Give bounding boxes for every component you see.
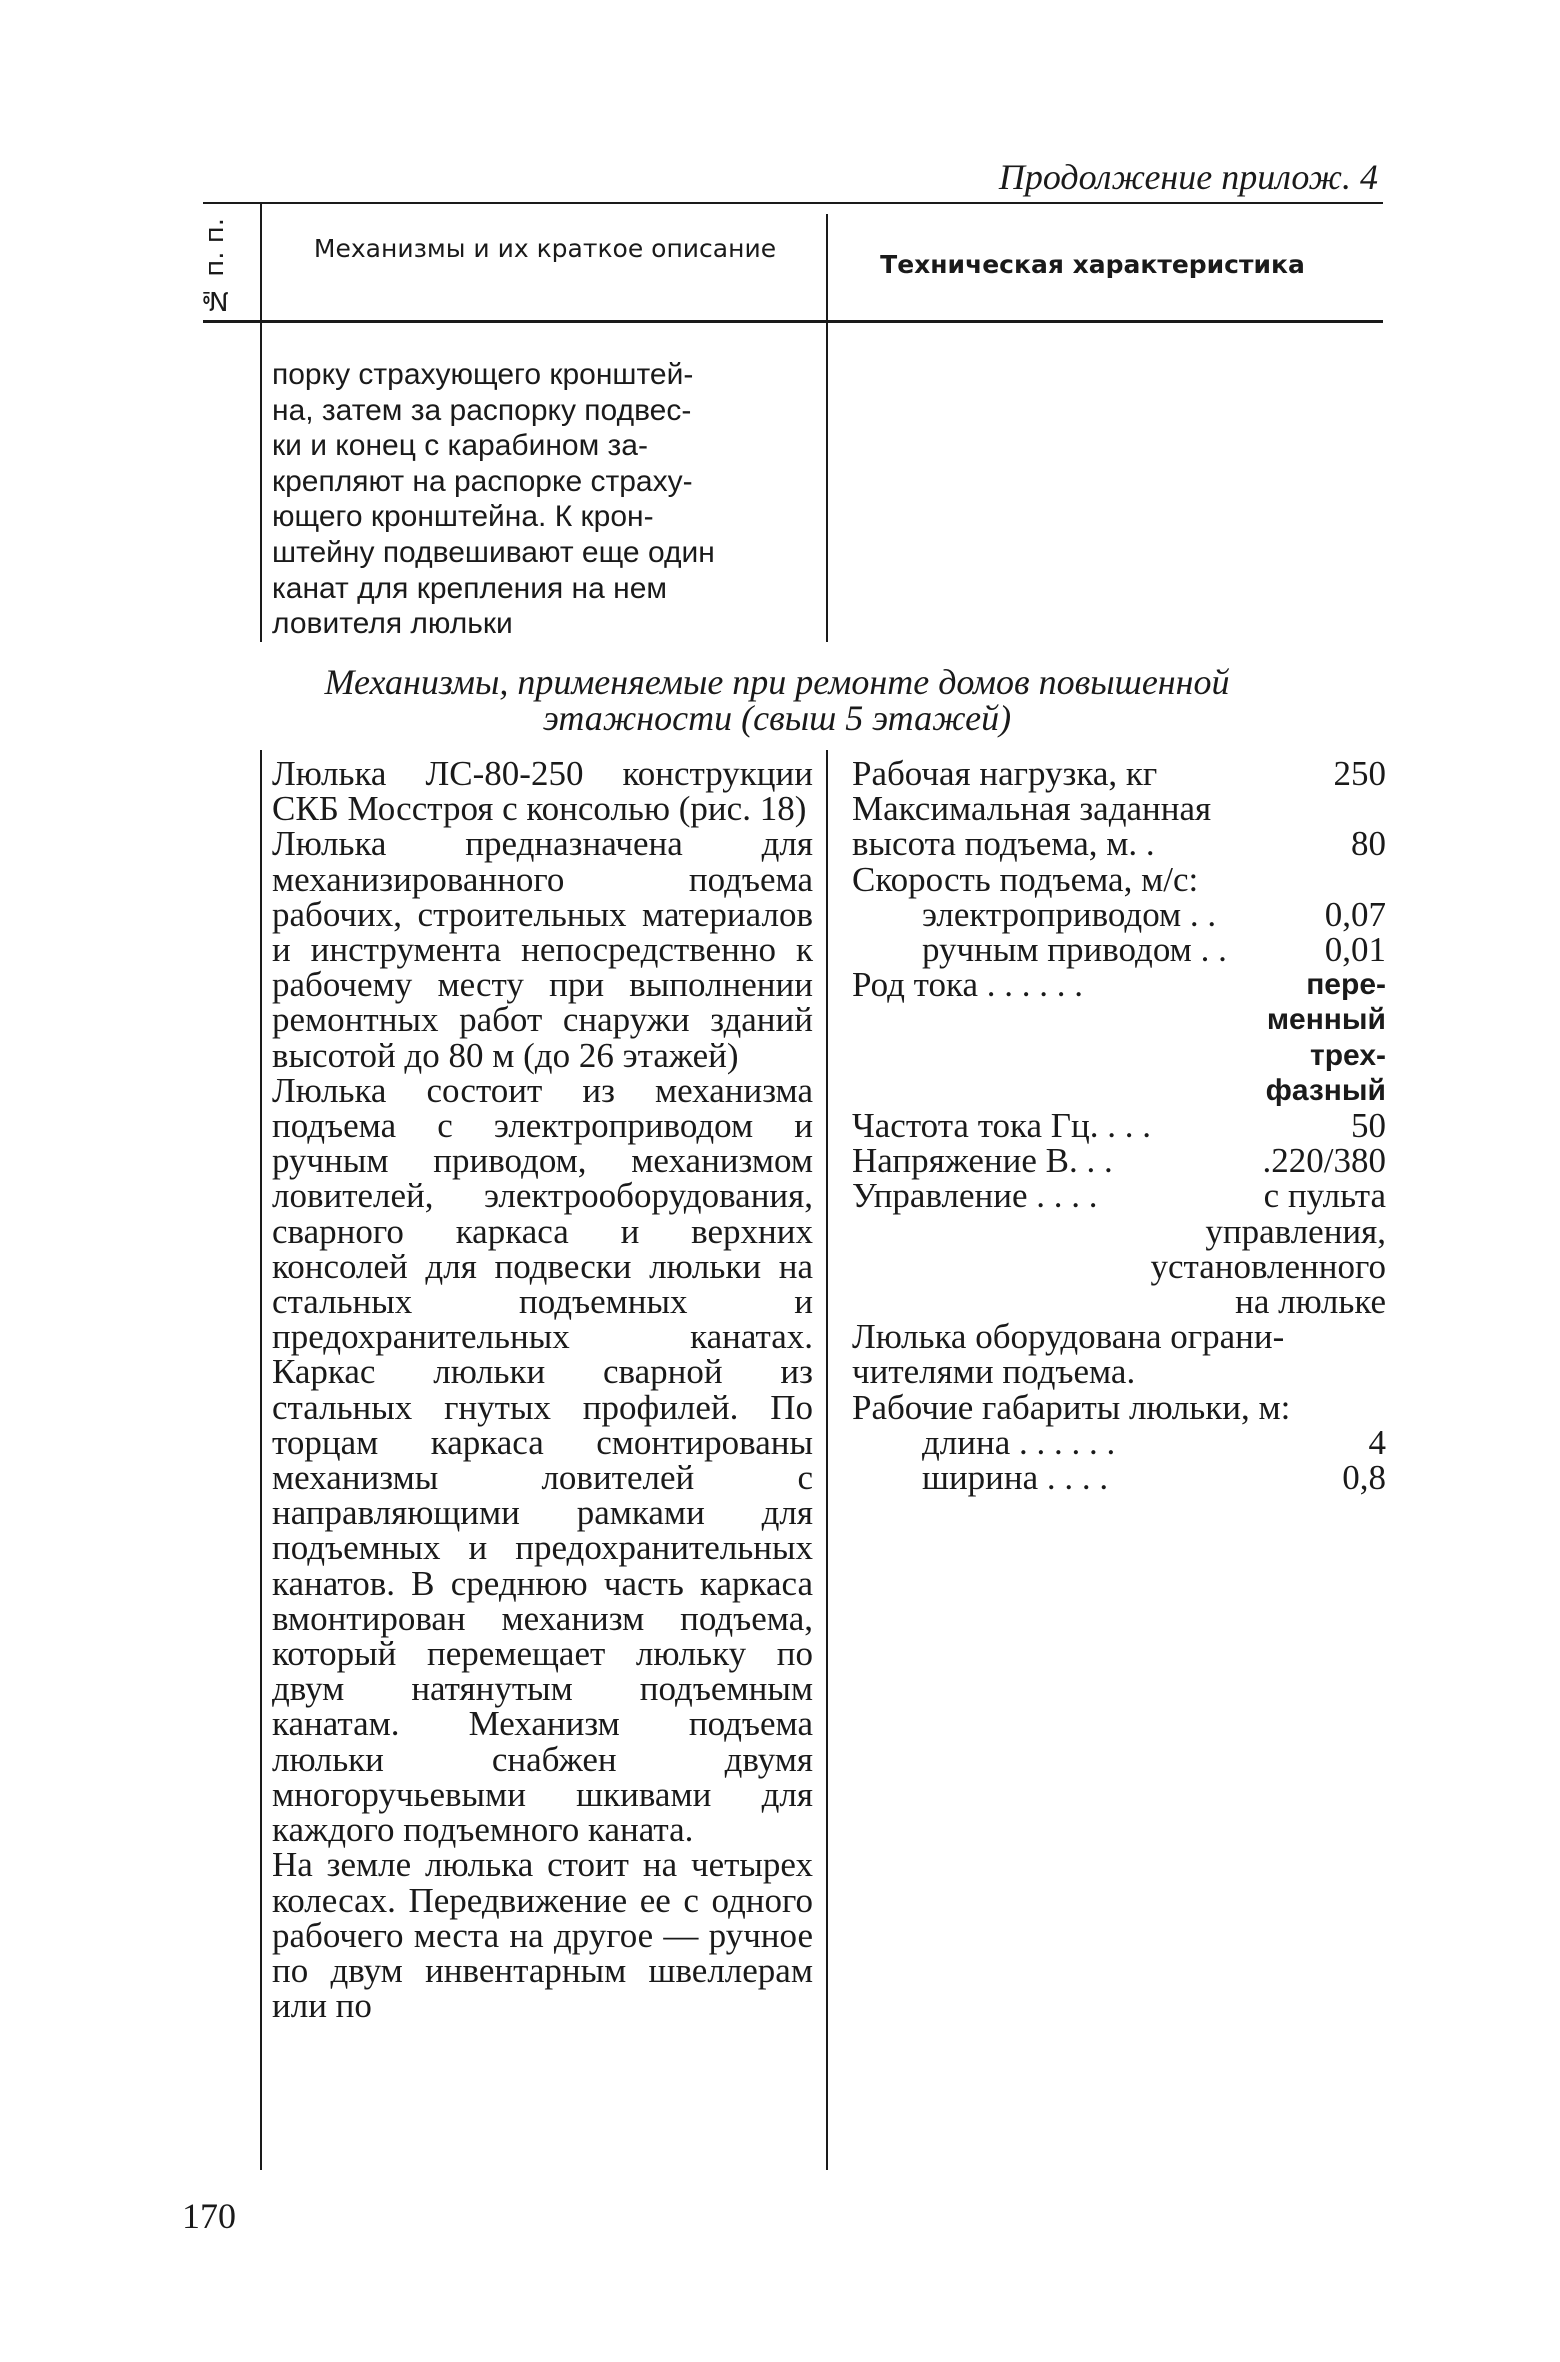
spec-limiters: Люлька оборудована ограни- [852, 1317, 1285, 1357]
spec-label: Напряжение В. . . [852, 1141, 1113, 1181]
description-paragraph: На земле люлька стоит на четырех колесах. Передвижение ее с одного рабочего места на другое — ручное по двум инвентарным швеллерам или по [272, 1845, 813, 2026]
description-paragraph: Люлька состоит из механизма подъема с электроприводом и ручным приводом, механизмом ловителей, электрооборудования, сварного каркаса и верхних консолей для подвески люльки на стальных подъемных и предохранительных канатах. Каркас люльки сварной из стальных гнутых профилей. По торцам каркаса смонтированы механизмы ловителей с направляющими рамками для подъемных и предохранительных канатов. В среднюю часть каркаса вмонтирован механизм подъема, который перемещает люльку по двум натянутым подъемным канатам. Механизм подъема люльки снабжен двумя многоручьевыми шкивами для каждого подъемного каната. [272, 1070, 813, 1850]
running-head: Продолжение прилож. 4 [998, 157, 1378, 197]
spec-value: 50 [1351, 1106, 1386, 1146]
section-title-line-2: этажности (свыш 5 этажей) [542, 698, 1012, 738]
spec-voltage [852, 1141, 1386, 1181]
column-divider-2 [826, 214, 828, 642]
column-divider-1-lower [260, 750, 262, 2170]
text-line: штейну подвешивают еще один [272, 535, 715, 569]
text-line: ловителя люльки [272, 607, 513, 641]
spec-value: пере- [1306, 968, 1386, 1002]
header-characteristics: Техническая характеристика [880, 250, 1305, 279]
spec-frequency [852, 1106, 1386, 1146]
spec-height [852, 824, 1386, 864]
spec-width [852, 1458, 1386, 1498]
spec-label: ширина . . . . [922, 1458, 1109, 1498]
spec-value: 0,8 [1342, 1458, 1386, 1498]
spec-control [852, 1176, 1386, 1216]
spec-value: менный [1266, 1003, 1386, 1037]
text-line: крепляют на распорке страху- [272, 464, 693, 498]
mechanism-description [272, 754, 813, 2026]
continued-text [272, 357, 809, 642]
text-line: канат для крепления на нем [272, 571, 668, 605]
spec-label: высота подъема, м. . [852, 824, 1155, 864]
column-divider-1 [260, 202, 262, 642]
spec-label: Управление . . . . [852, 1176, 1098, 1216]
spec-label: Частота тока Гц. . . . [852, 1106, 1152, 1146]
spec-length [852, 1422, 1386, 1462]
spec-label: длина . . . . . . [922, 1422, 1116, 1462]
spec-limiters: чителями подъема. [852, 1352, 1136, 1392]
spec-label: ручным приводом . . [922, 930, 1227, 970]
spec-value: на люльке [1235, 1282, 1386, 1322]
spec-value: .220/380 [1262, 1141, 1386, 1181]
description-paragraph: Люлька ЛС-80-250 конструкции СКБ Мосстроя с консолью (рис. 18) [272, 754, 813, 829]
spec-value: с пульта [1263, 1176, 1386, 1216]
spec-value: 0,01 [1324, 930, 1386, 970]
header-mechanisms: Механизмы и их краткое описание [313, 234, 777, 263]
spec-dimensions-label: Рабочие габариты люльки, м: [852, 1387, 1291, 1427]
spec-value: 80 [1351, 824, 1386, 864]
column-divider-2-lower [826, 750, 828, 2170]
text-line: ки и конец с карабином за- [272, 429, 648, 463]
spec-speed-manual [852, 930, 1386, 970]
spec-label: Максимальная заданная [852, 789, 1212, 829]
table-top-rule [203, 202, 1383, 204]
header-number: № п. п. [200, 217, 230, 315]
spec-value: управления, [1205, 1211, 1386, 1251]
spec-label: Рабочая нагрузка, кг [852, 754, 1158, 793]
spec-value: 250 [1333, 754, 1386, 793]
technical-specs [852, 754, 1386, 1498]
spec-label: Род тока . . . . . . [852, 965, 1083, 1005]
spec-value: 4 [1368, 1422, 1386, 1462]
spec-label: электроприводом . . [922, 894, 1217, 934]
description-paragraph: Люлька предназначена для механизированного подъема рабочих, строительных материалов и инструмента непосредственно к рабочему месту при выполнении ремонтных работ снаружи зданий высотой до 80 м (до 26 этажей) [272, 824, 813, 1075]
text-line: на, затем за распорку подвес- [272, 393, 692, 427]
page-number: 170 [182, 2196, 236, 2236]
section-title [262, 664, 1292, 736]
spec-value: установленного [1150, 1246, 1386, 1286]
spec-label: Скорость подъема, м/с: [852, 859, 1199, 899]
spec-value: 0,07 [1324, 894, 1386, 934]
header-bottom-rule [203, 320, 1383, 323]
spec-value: трех- [1310, 1038, 1386, 1072]
text-line: порку страхующего кронштей- [272, 358, 694, 391]
text-line: ющего кронштейна. К крон- [272, 500, 654, 534]
spec-load [852, 756, 1386, 791]
spec-value: фазный [1265, 1073, 1386, 1107]
spec-current [852, 965, 1386, 1005]
spec-speed-electric [852, 894, 1386, 934]
section-title-line-1: Механизмы, применяемые при ремонте домов повышенной [324, 662, 1230, 702]
